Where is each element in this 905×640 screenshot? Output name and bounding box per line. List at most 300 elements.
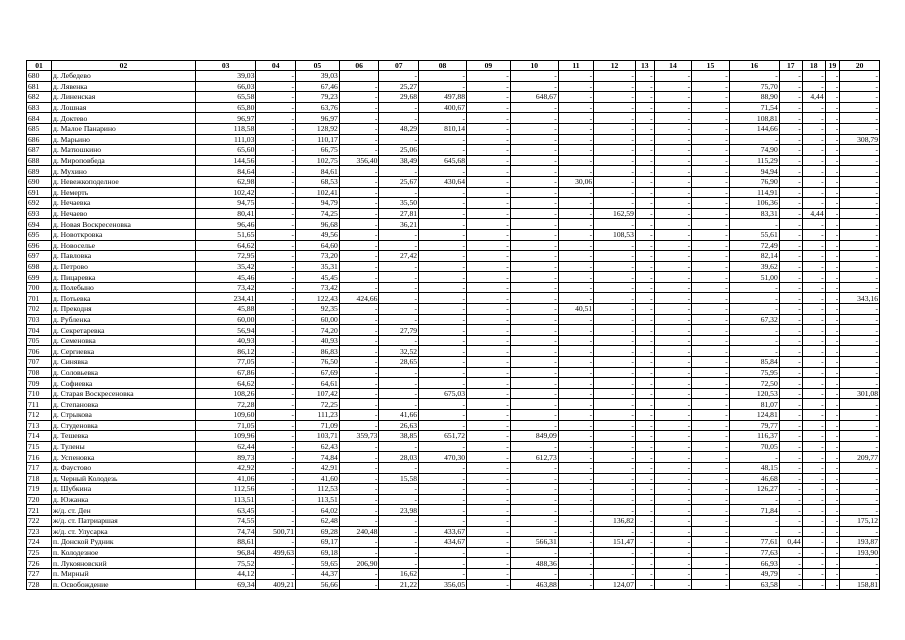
value-cell: - <box>594 282 636 293</box>
value-cell: - <box>510 547 558 558</box>
value-cell: - <box>467 208 511 219</box>
value-cell: 234,41 <box>195 293 255 304</box>
value-cell: - <box>692 293 730 304</box>
table-row <box>27 399 880 410</box>
value-cell: - <box>510 251 558 262</box>
value-cell: - <box>467 579 511 590</box>
value-cell: - <box>467 113 511 124</box>
value-cell: - <box>635 346 654 357</box>
value-cell: - <box>635 187 654 198</box>
value-cell: 62,44 <box>195 441 255 452</box>
value-cell: - <box>825 452 840 463</box>
value-cell: - <box>339 123 379 134</box>
value-cell: - <box>825 240 840 251</box>
table-row <box>27 452 880 463</box>
value-cell: - <box>419 240 467 251</box>
value-cell: - <box>558 473 593 484</box>
value-cell: - <box>467 314 511 325</box>
value-cell: 96,46 <box>195 219 255 230</box>
settlement-name-cell: д. Линенская <box>52 92 196 103</box>
value-cell: - <box>594 335 636 346</box>
value-cell: 810,14 <box>419 123 467 134</box>
row-number-cell: 724 <box>27 537 52 548</box>
row-number-cell: 684 <box>27 113 52 124</box>
value-cell: 16,62 <box>379 568 419 579</box>
value-cell: - <box>339 166 379 177</box>
table-row <box>27 198 880 209</box>
value-cell: - <box>825 198 840 209</box>
value-cell: - <box>779 526 802 537</box>
value-cell: - <box>692 240 730 251</box>
value-cell: - <box>256 325 296 336</box>
value-cell: 30,06 <box>558 176 593 187</box>
value-cell: 67,69 <box>296 367 340 378</box>
value-cell: - <box>635 251 654 262</box>
value-cell: - <box>802 155 825 166</box>
value-cell: - <box>339 484 379 495</box>
value-cell: 67,32 <box>729 314 779 325</box>
value-cell: - <box>510 282 558 293</box>
value-cell: - <box>654 378 692 389</box>
value-cell: 128,92 <box>296 123 340 134</box>
value-cell: - <box>256 431 296 442</box>
value-cell: - <box>558 505 593 516</box>
value-cell: 102,41 <box>296 187 340 198</box>
value-cell: 63,76 <box>296 102 340 113</box>
value-cell: 144,66 <box>729 123 779 134</box>
value-cell: - <box>510 515 558 526</box>
row-number-cell: 692 <box>27 198 52 209</box>
table-row <box>27 123 880 134</box>
settlement-name-cell: д. Нечаево <box>52 208 196 219</box>
value-cell: - <box>779 187 802 198</box>
row-number-cell: 681 <box>27 81 52 92</box>
value-cell: - <box>654 420 692 431</box>
column-header: 10 <box>510 61 558 71</box>
column-header: 03 <box>195 61 255 71</box>
value-cell: - <box>256 176 296 187</box>
value-cell: - <box>654 261 692 272</box>
value-cell: 84,61 <box>296 166 340 177</box>
value-cell: - <box>467 526 511 537</box>
value-cell: - <box>825 346 840 357</box>
row-number-cell: 705 <box>27 335 52 346</box>
value-cell: - <box>510 113 558 124</box>
value-cell: - <box>635 176 654 187</box>
value-cell: - <box>419 198 467 209</box>
value-cell: - <box>467 293 511 304</box>
value-cell: - <box>339 462 379 473</box>
value-cell: - <box>825 537 840 548</box>
value-cell: - <box>256 272 296 283</box>
value-cell: - <box>467 431 511 442</box>
value-cell: 65,58 <box>195 92 255 103</box>
value-cell: - <box>256 314 296 325</box>
value-cell: - <box>692 272 730 283</box>
value-cell: - <box>558 229 593 240</box>
value-cell: - <box>635 357 654 368</box>
row-number-cell: 680 <box>27 71 52 82</box>
value-cell: - <box>467 441 511 452</box>
value-cell: - <box>654 176 692 187</box>
row-number-cell: 708 <box>27 367 52 378</box>
value-cell: - <box>692 547 730 558</box>
value-cell: - <box>467 357 511 368</box>
value-cell: - <box>339 304 379 315</box>
value-cell: - <box>379 229 419 240</box>
settlement-name-cell: д. Доктево <box>52 113 196 124</box>
value-cell: 112,53 <box>296 484 340 495</box>
value-cell: - <box>594 113 636 124</box>
value-cell: - <box>654 367 692 378</box>
value-cell: - <box>692 484 730 495</box>
value-cell: - <box>339 537 379 548</box>
table-row <box>27 558 880 569</box>
value-cell: - <box>654 102 692 113</box>
value-cell: - <box>467 134 511 145</box>
value-cell: - <box>825 187 840 198</box>
settlement-name-cell: д. Мухино <box>52 166 196 177</box>
value-cell: - <box>802 81 825 92</box>
value-cell: 96,68 <box>296 219 340 230</box>
value-cell: - <box>802 176 825 187</box>
value-cell: 356,40 <box>339 155 379 166</box>
value-cell: - <box>467 484 511 495</box>
value-cell: - <box>339 378 379 389</box>
value-cell: - <box>510 208 558 219</box>
value-cell: - <box>558 208 593 219</box>
value-cell: - <box>635 81 654 92</box>
row-number-cell: 714 <box>27 431 52 442</box>
row-number-cell: 686 <box>27 134 52 145</box>
value-cell: - <box>825 229 840 240</box>
value-cell: - <box>419 71 467 82</box>
value-cell: - <box>467 558 511 569</box>
value-cell: - <box>802 240 825 251</box>
value-cell: - <box>510 198 558 209</box>
value-cell: - <box>467 462 511 473</box>
value-cell: - <box>256 420 296 431</box>
value-cell: - <box>692 399 730 410</box>
value-cell: - <box>779 304 802 315</box>
value-cell: - <box>635 272 654 283</box>
value-cell: - <box>594 462 636 473</box>
value-cell: - <box>779 92 802 103</box>
table-row <box>27 378 880 389</box>
value-cell: - <box>779 473 802 484</box>
value-cell: 48,15 <box>729 462 779 473</box>
value-cell: - <box>467 547 511 558</box>
value-cell: - <box>510 240 558 251</box>
value-cell: - <box>779 505 802 516</box>
value-cell: - <box>467 145 511 156</box>
value-cell: 42,92 <box>195 462 255 473</box>
value-cell: - <box>558 92 593 103</box>
settlement-name-cell: п. Донской Рудник <box>52 537 196 548</box>
value-cell: - <box>419 314 467 325</box>
value-cell: - <box>379 515 419 526</box>
value-cell: - <box>825 367 840 378</box>
value-cell: - <box>654 547 692 558</box>
settlement-name-cell: д. Семеновка <box>52 335 196 346</box>
value-cell: - <box>379 335 419 346</box>
value-cell: - <box>558 484 593 495</box>
row-number-cell: 697 <box>27 251 52 262</box>
value-cell: - <box>594 134 636 145</box>
value-cell: - <box>558 547 593 558</box>
value-cell: - <box>825 102 840 113</box>
value-cell: - <box>419 346 467 357</box>
value-cell: - <box>558 335 593 346</box>
value-cell: - <box>654 71 692 82</box>
column-header: 08 <box>419 61 467 71</box>
value-cell: - <box>692 113 730 124</box>
value-cell: - <box>510 123 558 134</box>
value-cell: - <box>510 325 558 336</box>
value-cell: - <box>840 494 880 505</box>
value-cell: - <box>558 452 593 463</box>
value-cell: - <box>654 462 692 473</box>
value-cell: 63,45 <box>195 505 255 516</box>
value-cell: - <box>779 357 802 368</box>
value-cell: - <box>779 494 802 505</box>
value-cell: 108,26 <box>195 388 255 399</box>
value-cell: - <box>635 484 654 495</box>
value-cell: - <box>558 515 593 526</box>
value-cell: - <box>594 176 636 187</box>
value-cell: - <box>339 240 379 251</box>
value-cell: - <box>558 261 593 272</box>
value-cell: - <box>339 314 379 325</box>
table-row <box>27 526 880 537</box>
row-number-cell: 718 <box>27 473 52 484</box>
settlement-name-cell: д. Софиевка <box>52 378 196 389</box>
value-cell: - <box>779 452 802 463</box>
value-cell: - <box>256 134 296 145</box>
value-cell: - <box>840 92 880 103</box>
value-cell: - <box>802 293 825 304</box>
value-cell: 76,50 <box>296 357 340 368</box>
value-cell: 71,84 <box>729 505 779 516</box>
value-cell: - <box>256 346 296 357</box>
value-cell: - <box>510 166 558 177</box>
value-cell: 25,27 <box>379 81 419 92</box>
value-cell: - <box>256 145 296 156</box>
value-cell: - <box>594 187 636 198</box>
value-cell: - <box>840 314 880 325</box>
value-cell: - <box>256 410 296 421</box>
table-row <box>27 166 880 177</box>
table-row <box>27 261 880 272</box>
table-row <box>27 71 880 82</box>
value-cell: - <box>379 134 419 145</box>
value-cell: - <box>379 558 419 569</box>
table-row <box>27 251 880 262</box>
value-cell: - <box>635 494 654 505</box>
value-cell: - <box>339 410 379 421</box>
value-cell: - <box>419 229 467 240</box>
value-cell: - <box>379 314 419 325</box>
value-cell: - <box>779 399 802 410</box>
value-cell: - <box>779 229 802 240</box>
value-cell: - <box>558 420 593 431</box>
value-cell: 92,35 <box>296 304 340 315</box>
value-cell: - <box>467 176 511 187</box>
value-cell: - <box>510 187 558 198</box>
value-cell: - <box>558 240 593 251</box>
value-cell: - <box>654 410 692 421</box>
value-cell: - <box>654 568 692 579</box>
value-cell: - <box>840 462 880 473</box>
value-cell: 56,66 <box>296 579 340 590</box>
value-cell: 359,73 <box>339 431 379 442</box>
row-number-cell: 727 <box>27 568 52 579</box>
value-cell: - <box>840 208 880 219</box>
value-cell: - <box>594 92 636 103</box>
value-cell: - <box>419 134 467 145</box>
value-cell: - <box>802 102 825 113</box>
value-cell: - <box>840 346 880 357</box>
value-cell: 0,44 <box>779 537 802 548</box>
value-cell: 94,94 <box>729 166 779 177</box>
value-cell: - <box>840 71 880 82</box>
value-cell: 116,37 <box>729 431 779 442</box>
value-cell: - <box>635 420 654 431</box>
value-cell: - <box>419 219 467 230</box>
value-cell: - <box>654 399 692 410</box>
value-cell: - <box>692 198 730 209</box>
value-cell: - <box>635 208 654 219</box>
value-cell: - <box>840 420 880 431</box>
value-cell: - <box>339 568 379 579</box>
value-cell: 108,53 <box>594 229 636 240</box>
table-row <box>27 346 880 357</box>
value-cell: 89,73 <box>195 452 255 463</box>
value-cell: 118,58 <box>195 123 255 134</box>
value-cell: - <box>635 92 654 103</box>
value-cell: - <box>840 240 880 251</box>
table-row <box>27 357 880 368</box>
value-cell: 96,84 <box>195 547 255 558</box>
value-cell: - <box>802 346 825 357</box>
value-cell: 500,71 <box>256 526 296 537</box>
value-cell: - <box>510 346 558 357</box>
value-cell: 75,70 <box>729 81 779 92</box>
value-cell: 64,02 <box>296 505 340 516</box>
settlement-name-cell: д. Лошная <box>52 102 196 113</box>
settlement-name-cell: д. Матюшкино <box>52 145 196 156</box>
row-number-cell: 717 <box>27 462 52 473</box>
settlement-name-cell: д. Соловьевка <box>52 367 196 378</box>
value-cell: - <box>779 431 802 442</box>
settlement-name-cell: д. Южанка <box>52 494 196 505</box>
value-cell: - <box>802 357 825 368</box>
value-cell: - <box>594 145 636 156</box>
value-cell: - <box>419 484 467 495</box>
value-cell: - <box>779 113 802 124</box>
value-cell: 40,51 <box>558 304 593 315</box>
value-cell: - <box>840 335 880 346</box>
value-cell: - <box>779 208 802 219</box>
value-cell: - <box>594 198 636 209</box>
table-row <box>27 293 880 304</box>
value-cell: 51,65 <box>195 229 255 240</box>
value-cell: - <box>256 208 296 219</box>
value-cell: - <box>419 568 467 579</box>
value-cell: - <box>840 378 880 389</box>
row-number-cell: 704 <box>27 325 52 336</box>
value-cell: - <box>419 462 467 473</box>
settlement-name-cell: ж/д. ст. Улусарка <box>52 526 196 537</box>
value-cell: - <box>654 208 692 219</box>
value-cell: - <box>692 431 730 442</box>
value-cell: 126,27 <box>729 484 779 495</box>
value-cell: - <box>692 335 730 346</box>
value-cell: 96,97 <box>296 113 340 124</box>
value-cell: - <box>379 441 419 452</box>
value-cell: - <box>510 314 558 325</box>
value-cell: - <box>692 452 730 463</box>
value-cell: - <box>840 176 880 187</box>
value-cell: - <box>510 304 558 315</box>
table-row <box>27 282 880 293</box>
value-cell: - <box>558 134 593 145</box>
row-number-cell: 693 <box>27 208 52 219</box>
value-cell: - <box>379 240 419 251</box>
value-cell: - <box>256 388 296 399</box>
value-cell: - <box>558 187 593 198</box>
value-cell: - <box>692 176 730 187</box>
value-cell: - <box>510 462 558 473</box>
value-cell: - <box>840 282 880 293</box>
value-cell: - <box>802 484 825 495</box>
value-cell: 73,42 <box>195 282 255 293</box>
row-number-cell: 709 <box>27 378 52 389</box>
value-cell: - <box>510 399 558 410</box>
value-cell: 499,63 <box>256 547 296 558</box>
value-cell: - <box>692 208 730 219</box>
value-cell: - <box>558 346 593 357</box>
value-cell: - <box>510 335 558 346</box>
value-cell: - <box>635 462 654 473</box>
value-cell: - <box>825 261 840 272</box>
settlement-name-cell: д. Пицаревка <box>52 272 196 283</box>
value-cell: 62,48 <box>296 515 340 526</box>
value-cell: 113,51 <box>296 494 340 505</box>
value-cell: - <box>558 71 593 82</box>
value-cell: 67,86 <box>195 367 255 378</box>
value-cell: - <box>692 71 730 82</box>
value-cell: - <box>840 505 880 516</box>
value-cell: - <box>256 92 296 103</box>
value-cell: - <box>379 547 419 558</box>
value-cell: - <box>558 568 593 579</box>
value-cell: - <box>558 102 593 113</box>
value-cell: - <box>339 325 379 336</box>
value-cell: - <box>779 420 802 431</box>
value-cell: - <box>558 378 593 389</box>
value-cell: - <box>339 261 379 272</box>
value-cell: - <box>467 229 511 240</box>
value-cell: - <box>840 219 880 230</box>
value-cell: - <box>825 399 840 410</box>
value-cell: - <box>825 293 840 304</box>
value-cell: - <box>779 240 802 251</box>
value-cell: - <box>635 388 654 399</box>
column-header: 18 <box>802 61 825 71</box>
value-cell: - <box>825 526 840 537</box>
table-row <box>27 240 880 251</box>
